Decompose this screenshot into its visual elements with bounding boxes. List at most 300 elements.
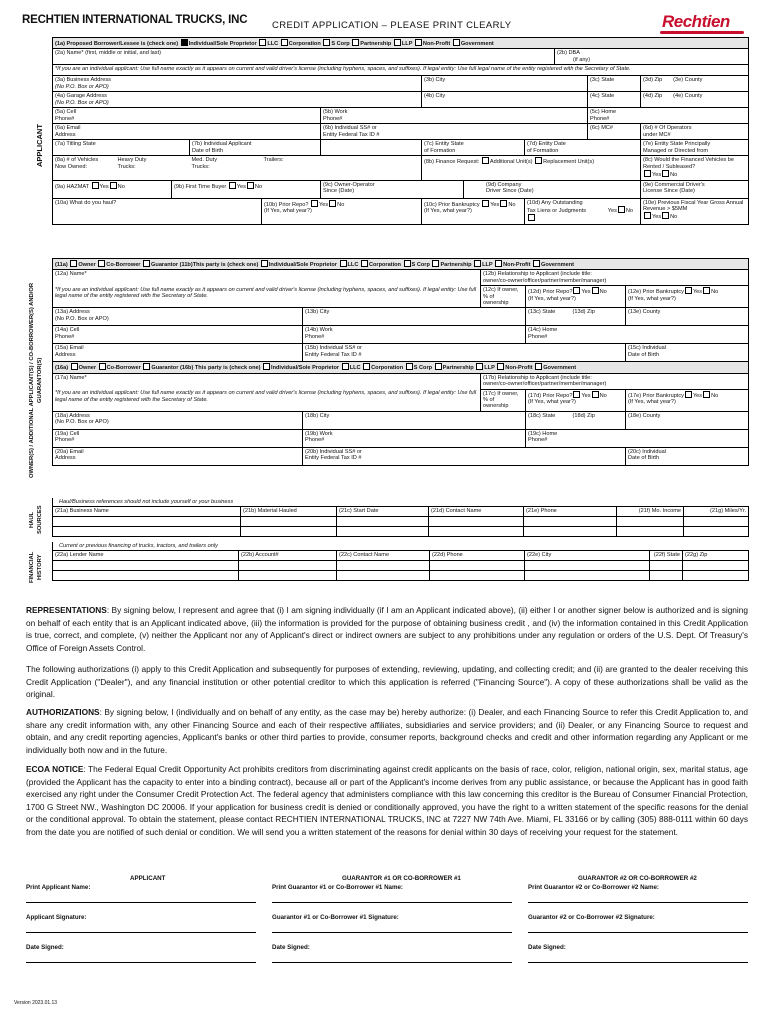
- fin-cell[interactable]: [53, 570, 239, 580]
- check-rented-yes[interactable]: [644, 170, 651, 177]
- work-phone-field[interactable]: [321, 108, 588, 124]
- ecoa-text: : The Federal Equal Credit Opportunity Act prohibits creditors from discriminating against credit applicants on the basis of race, color, religion, national origin, sex, marital status, age (provided the Applicant has the capacity to enter into a binding contract), because all or part of the Applicant's income derives from any public assistance, or because the Applicant has in good faith exercised any right under the Consumer Credit Protection Act. The federal agency that administers compliance with this law concerning this creditor is the Bureau of Consumer Financial Protection, 1700 G Street NW., Washington DC 20006. If your application for business credit is denied or conditionally approved, you have the right to a written statement of the specific reasons for the denial or the conditional approval. To obtain the statement, please contact RECHTIEN INTERNATIONAL TRUCKS, INC at 7227 NW 74th Ave. Miami, FL 33166 or by calling (305) 888-0111 within 60 days from the date you are notified of such denial or condition. We will send you a written statement of the reasons for denial within 30 days of receiving your request for the statement.: [26, 764, 749, 837]
- email-sub: Address: [55, 131, 76, 138]
- haul-cell[interactable]: [53, 516, 241, 526]
- p1-dob-sub: Date of Birth: [628, 351, 660, 358]
- operators-field[interactable]: [641, 124, 749, 140]
- fin-col-city: (22e) City: [525, 551, 650, 560]
- opt-coborrower: Co-Borrower: [106, 262, 141, 268]
- fin-cell[interactable]: [337, 560, 430, 570]
- page-title: CREDIT APPLICATION – PLEASE PRINT CLEARLY: [272, 20, 512, 31]
- check-government[interactable]: [453, 39, 460, 46]
- business-city-label: (3b) City: [424, 77, 446, 84]
- representations-text: : By signing below, I represent and agree that (i) I am signing individually (if I am an Applicant indicated above), (ii) either I or another signer below is authorized and is signing on behalf of each entity that is an Applicant indicated above, (iii) the information is provided for the purpose of obtaining business credit , and (iv) the information contained in this Credit Application is true, correct, and complete, (v) neither the Applicant nor any of Applicant's direct or indirect owners are subject to any prohibitions under any regulation or orders of the U.S. Dept. Of Treasury's Office of Foreign Assets Control.: [26, 605, 748, 653]
- titling-state-label: (7a) Titling State: [55, 141, 96, 148]
- dba-field[interactable]: [555, 49, 749, 65]
- applicant-type-label: (1a) Proposed Borrower/Lessee is (check one): [55, 41, 179, 47]
- name-field[interactable]: [53, 49, 555, 65]
- entity-date-field[interactable]: [525, 140, 641, 156]
- haul-cell[interactable]: [241, 516, 337, 526]
- check-p1-corp[interactable]: [361, 260, 368, 267]
- check-p1-scorp[interactable]: [404, 260, 411, 267]
- applicant-name-note: *If you are an individual applicant: Use full name exactly as it appears on current and valid driver's license (including hyphens, spaces, and suffixes). If legal entity: Use full legal name of the entity registered with the Secretary of State.: [53, 65, 749, 76]
- haul-cell[interactable]: [684, 516, 749, 526]
- p1-email-field[interactable]: [53, 344, 303, 362]
- owner-operator-sub: Since (Date): [323, 188, 355, 195]
- haul-side-label: HAUL SOURCES: [29, 505, 43, 535]
- haul-col-business: (21a) Business Name: [53, 507, 241, 516]
- haul-cell[interactable]: [617, 516, 684, 526]
- haul-cell[interactable]: [337, 516, 429, 526]
- opt-llp: LLP: [482, 262, 493, 268]
- p1-rel-label: (12b) Relationship to Applicant (include title:: [483, 271, 592, 278]
- check-partnership[interactable]: [352, 39, 359, 46]
- r11b-label: (11b)This party is (check one): [179, 262, 259, 268]
- check-p2-repo-no[interactable]: [592, 391, 599, 398]
- med-label: Med. Duty: [191, 157, 217, 164]
- cdl-field[interactable]: [641, 180, 749, 198]
- representations-paragraph: [26, 604, 748, 654]
- print-guarantor1-line[interactable]: [272, 902, 512, 903]
- prior-repo-field: [262, 198, 422, 224]
- p1-cell-field[interactable]: [53, 326, 303, 344]
- p1-name-field[interactable]: [53, 270, 481, 286]
- entity-state-field[interactable]: [422, 140, 525, 156]
- haul-cell[interactable]: [429, 516, 524, 526]
- vehicles-label: (8a) # of Vehicles: [55, 157, 99, 164]
- p1-home-sub: Phone#: [528, 333, 548, 340]
- p1-relationship-field[interactable]: [481, 270, 749, 286]
- entity-managed-field[interactable]: [641, 140, 749, 156]
- dob-field[interactable]: [190, 140, 321, 156]
- p1-address-label: (13a) Address: [55, 309, 90, 316]
- applicant-date-line[interactable]: [26, 962, 256, 963]
- check-p2-llc[interactable]: [342, 363, 349, 370]
- vehicles-owned-field[interactable]: [53, 156, 116, 180]
- fin-col-contact: (22c) Contact Name: [337, 551, 430, 560]
- opt-non-profit: Non-Profit: [503, 262, 531, 268]
- p2-cell-sub: Phone#: [55, 437, 75, 444]
- check-p2-llp[interactable]: [476, 363, 483, 370]
- check-p2-corp[interactable]: [363, 363, 370, 370]
- check-llc[interactable]: [259, 39, 266, 46]
- dob-label: (7b) Individual Applicant: [192, 141, 252, 148]
- first-time-label: (9b) First Time Buyer: [174, 183, 227, 190]
- business-address-sub: (No P.O. Box or APO): [55, 83, 109, 90]
- check-non-profit[interactable]: [415, 39, 422, 46]
- garage-city-field[interactable]: [422, 92, 588, 108]
- entity-state-sub: of Formation: [424, 147, 456, 154]
- yes-label: Yes: [692, 392, 703, 399]
- business-state-label: (3c) State: [590, 77, 615, 84]
- check-replacement[interactable]: [535, 157, 542, 164]
- fin-col-lender: (22a) Lender Name: [53, 551, 239, 560]
- ssn-sub: Entity Federal Tax ID #: [323, 131, 380, 138]
- p1-city-label: (13b) City: [305, 309, 330, 316]
- garage-city-label: (4b) City: [424, 93, 446, 100]
- guarantor1-date-label: Date Signed:: [272, 944, 310, 951]
- guarantor1-signature-line[interactable]: [272, 932, 512, 933]
- business-address-field[interactable]: [53, 76, 422, 92]
- business-city-field[interactable]: [422, 76, 588, 92]
- p1-bk-sub: (If Yes, what year?): [628, 295, 676, 302]
- p2-home-field[interactable]: [526, 429, 749, 447]
- opt-guarantor: Guarantor: [151, 365, 179, 372]
- no-label: No: [508, 201, 516, 208]
- party2-type-row: [53, 362, 749, 373]
- check-liens-no[interactable]: [528, 214, 535, 221]
- haul-cell[interactable]: [337, 526, 429, 536]
- p1-address-sub: (No P.O. Box or APO): [55, 315, 109, 322]
- check-p1-llp[interactable]: [474, 260, 481, 267]
- check-p2-nonprofit[interactable]: [497, 363, 504, 370]
- p2-cell-label: (19a) Cell: [55, 430, 80, 437]
- check-p2-bk-no[interactable]: [703, 391, 710, 398]
- p2-email-field[interactable]: [53, 447, 303, 465]
- opt-partnership: Partnership: [440, 262, 472, 268]
- no-label: No: [711, 289, 719, 296]
- guarantor1-date-line[interactable]: [272, 962, 512, 963]
- p1-work-sub: Phone#: [305, 333, 325, 340]
- opt-coborrower: Co-Borrower: [106, 365, 141, 372]
- opt-partnership: Partnership: [442, 365, 474, 372]
- check-rented-no[interactable]: [662, 170, 669, 177]
- ecoa-paragraph: [26, 763, 748, 839]
- applicant-signature-label: Applicant Signature:: [26, 914, 87, 921]
- p1-cell-sub: Phone#: [55, 333, 75, 340]
- p1-state-label: (13c) State: [528, 309, 556, 316]
- fin-col-account: (22b) Account#: [239, 551, 337, 560]
- print-applicant-line[interactable]: [26, 902, 256, 903]
- p2-home-label: (19c) Home: [528, 430, 558, 437]
- check-p1-bk-no[interactable]: [703, 287, 710, 294]
- p2-rel-label: (17b) Relationship to Applicant (include title:: [483, 374, 592, 381]
- p1-name-note: *If you are an individual applicant: Use full name exactly as it appears on current and valid driver's license (including hyphens, spaces, and suffixes). If legal entity: Use full legal name of the entity registered with the Secretary of State.: [53, 286, 481, 308]
- p2-dob-field[interactable]: [626, 447, 749, 465]
- no-label: No: [337, 201, 345, 208]
- haul-col-material: (21b) Material Hauled: [241, 507, 337, 516]
- home-sub: Phone#: [590, 115, 610, 122]
- rented-label: (8c) Would the Financed Vehicles be Rented / Subleased?: [643, 157, 735, 170]
- p1-cell-label: (14a) Cell: [55, 327, 80, 334]
- company-driver-field[interactable]: [464, 180, 641, 198]
- check-p1-guarantor[interactable]: [143, 260, 150, 267]
- p1-rel-sub: owner/co-owner/officer/partner/member/manager): [483, 277, 607, 284]
- opt-owner: Owner: [78, 365, 97, 372]
- p1-ssn-sub: Entity Federal Tax ID #: [305, 351, 362, 358]
- p1-work-field[interactable]: [303, 326, 526, 344]
- med-sub: Trucks:: [191, 163, 210, 170]
- haul-cell[interactable]: [524, 526, 617, 536]
- fin-cell[interactable]: [337, 570, 430, 580]
- prior-repo-label: (10b) Prior Repo?: [264, 201, 309, 208]
- applicant-type-row: [53, 38, 749, 49]
- email-label: (6a) Email: [55, 125, 81, 132]
- p2-state-zip[interactable]: [526, 411, 626, 429]
- fin-cell[interactable]: [525, 570, 650, 580]
- yes-label: Yes: [692, 289, 703, 296]
- email-field[interactable]: [53, 124, 321, 140]
- guarantor1-signature-label: Guarantor #1 or Co-Borrower #1 Signature:: [272, 914, 399, 921]
- owners-side-label: OWNER(S) / ADDITIONAL APPLICANT(S) / CO-BORROWER(S) AND/OR GUARANTOR(S): [29, 282, 43, 478]
- logo-swoosh: [660, 31, 744, 34]
- opt-guarantor: Guarantor: [151, 262, 179, 268]
- check-p1-coborrower[interactable]: [98, 260, 105, 267]
- p1-address-field[interactable]: [53, 308, 303, 326]
- p2-rel-sub: owner/co-owner/officer/partner/member/manager): [483, 381, 607, 388]
- fin-col-state: (22f) State: [650, 551, 683, 560]
- check-additional[interactable]: [482, 157, 489, 164]
- titling-state-field[interactable]: [53, 140, 190, 156]
- haul-cell[interactable]: [617, 526, 684, 536]
- applicant-date-label: Date Signed:: [26, 944, 64, 951]
- ssn-label: (6b) Individual SS# or: [323, 125, 377, 132]
- authorizations-heading: AUTHORIZATIONS: [26, 707, 100, 717]
- entity-date-label: (7d) Entity Date: [527, 141, 566, 148]
- first-time-buyer-field: [172, 180, 321, 198]
- p2-address-label: (18a) Address: [55, 412, 90, 419]
- owner-operator-label: (9c) Owner-Operator: [323, 181, 375, 188]
- check-ftb-no[interactable]: [247, 182, 254, 189]
- p1-work-label: (14b) Work: [305, 327, 333, 334]
- applicant-side-label: APPLICANT: [35, 124, 44, 168]
- check-p1-gov[interactable]: [533, 260, 540, 267]
- haul-col-phone: (21e) Phone: [524, 507, 617, 516]
- p2-relationship-field[interactable]: [481, 373, 749, 389]
- check-rev-no[interactable]: [662, 212, 669, 219]
- p2-ssn-field[interactable]: [303, 447, 626, 465]
- authorizations-paragraph: [26, 706, 748, 756]
- haul-cell[interactable]: [53, 526, 241, 536]
- garage-address-sub: (No P.O. Box or APO): [55, 99, 109, 106]
- check-p2-guarantor[interactable]: [143, 363, 150, 370]
- p1-own-label: (12c) If owner, % of: [483, 287, 519, 300]
- check-corporation[interactable]: [281, 39, 288, 46]
- haul-note: Haul/Business references should not include yourself or your business: [53, 498, 749, 507]
- opt-llc: LLC: [349, 365, 361, 372]
- p1-ssn-field[interactable]: [303, 344, 626, 362]
- opt-replacement: Replacement Unit(s): [543, 159, 595, 166]
- opt-llp: LLP: [401, 41, 413, 47]
- check-bk-yes[interactable]: [482, 200, 489, 207]
- check-p1-bk-yes[interactable]: [685, 287, 692, 294]
- check-p1-individual[interactable]: [261, 260, 268, 267]
- fin-cell[interactable]: [430, 560, 525, 570]
- business-county-label: (3e) County: [673, 77, 703, 84]
- authorizations-text: : By signing below, I (individually and on behalf of any entity, as the case may be) hereby authorize: (i) Dealer, and each Financing Source to refer this Credit Application to, and share any credit information with, any other Financing Source and each of their respective affiliates, subsidiaries and service providers; and (ii) Dealer, or any Financing Source to request and obtain, and any credit reporting agencies, Applicant's banks or other third parties to provide, consumer reports, background checks and credit and other information regarding any Applicant or me individually both now and in the future.: [26, 707, 748, 755]
- operators-label: (6d) # Of Operators: [643, 125, 692, 132]
- cell-sub: Phone#: [55, 115, 75, 122]
- p1-name-label: (12a) Name*: [55, 271, 87, 278]
- fin-cell[interactable]: [525, 560, 650, 570]
- p2-ownership-field[interactable]: [481, 389, 526, 411]
- entity-state-label: (7c) Entity State: [424, 141, 464, 148]
- trailers-label: Trailers:: [263, 157, 284, 164]
- yes-label: Yes: [236, 183, 246, 190]
- opt-additional: Additional Unit(s): [489, 159, 533, 166]
- p1-ownership-field[interactable]: [481, 286, 526, 308]
- financial-note: Current or previous financing of trucks, tractors, and trailers only: [53, 542, 749, 551]
- p1-home-field[interactable]: [526, 326, 749, 344]
- applicant-heading: APPLICANT: [130, 875, 166, 882]
- garage-county-label: (4e) County: [673, 93, 703, 100]
- fin-cell[interactable]: [683, 570, 749, 580]
- p2-county-field[interactable]: [626, 411, 749, 429]
- garage-zip-label: (4d) Zip: [643, 93, 663, 100]
- trailers-field[interactable]: [262, 156, 422, 180]
- business-zip-label: (3d) Zip: [643, 77, 663, 84]
- guarantor2-date-line[interactable]: [528, 962, 748, 963]
- p1-email-sub: Address: [55, 351, 76, 358]
- haul-col-start: (21c) Start Date: [337, 507, 429, 516]
- company-logo: Rechtien: [662, 12, 730, 31]
- check-p2-owner[interactable]: [71, 363, 78, 370]
- no-label: No: [711, 392, 719, 399]
- fin-cell[interactable]: [53, 560, 239, 570]
- p1-state-zip[interactable]: [526, 308, 626, 326]
- p2-repo-sub: (If Yes, what year?): [528, 399, 576, 406]
- p2-cell-field[interactable]: [53, 429, 303, 447]
- check-p1-repo-yes[interactable]: [573, 287, 580, 294]
- check-p2-individual[interactable]: [263, 363, 270, 370]
- no-label: No: [599, 289, 607, 296]
- fin-cell[interactable]: [650, 570, 683, 580]
- entity-date-sub: of Formation: [527, 147, 559, 154]
- p2-email-sub: Address: [55, 455, 76, 462]
- fin-cell[interactable]: [650, 560, 683, 570]
- p2-name-note: *If you are an individual applicant: Use full name exactly as it appears on current and valid driver's license (including hyphens, spaces, and suffixes). If legal entity: Use full legal name of the entity registered with the Secretary of State.: [53, 389, 481, 411]
- check-repo-no[interactable]: [329, 200, 336, 207]
- check-p2-gov[interactable]: [535, 363, 542, 370]
- r16b-label: (16b) This party is (check one): [179, 365, 261, 372]
- guarantor1-heading: GUARANTOR #1 OR CO-BORROWER #1: [342, 875, 461, 882]
- ecoa-heading: ECOA NOTICE: [26, 764, 84, 774]
- check-p2-coborrower[interactable]: [99, 363, 106, 370]
- haul-col-miles: (21g) Miles/Yr.: [684, 507, 749, 516]
- business-state-field[interactable]: [588, 76, 641, 92]
- check-repo-yes[interactable]: [311, 200, 318, 207]
- check-p2-partnership[interactable]: [435, 363, 442, 370]
- fin-cell[interactable]: [683, 560, 749, 570]
- r16a-label: (16a): [55, 365, 69, 372]
- p2-address-field[interactable]: [53, 411, 303, 429]
- entity-managed-sub: Managed or Directed from: [643, 147, 708, 154]
- finance-request-label: (8b) Finance Request:: [424, 159, 480, 166]
- p1-repo-field: [526, 286, 626, 308]
- fin-cell[interactable]: [239, 570, 337, 580]
- p1-dob-field[interactable]: [626, 344, 749, 362]
- p2-city-field[interactable]: [303, 411, 526, 429]
- p2-email-label: (20a) Email: [55, 448, 84, 455]
- cell-phone-field[interactable]: [53, 108, 321, 124]
- garage-address-field[interactable]: [53, 92, 422, 108]
- cdl-sub: License Since (Date): [643, 188, 695, 195]
- p1-bankruptcy-field: [626, 286, 749, 308]
- p1-county-label: (13e) County: [628, 309, 661, 316]
- check-p1-llc[interactable]: [340, 260, 347, 267]
- prior-repo-sub: (If Yes, what year?): [264, 208, 312, 215]
- haul-field[interactable]: [53, 198, 262, 224]
- check-p1-repo-no[interactable]: [592, 287, 599, 294]
- check-p1-partnership[interactable]: [432, 260, 439, 267]
- opt-s-corp: S Corp: [413, 365, 433, 372]
- print-guarantor1-label: Print Guarantor #1 or Co-Borrower #1 Name:: [272, 884, 403, 891]
- owner-operator-field[interactable]: [321, 180, 464, 198]
- check-individual[interactable]: [181, 39, 188, 46]
- opt-llc: LLC: [347, 262, 359, 268]
- p2-state-label: (18c) State: [528, 412, 556, 419]
- owners-table: [52, 258, 749, 466]
- check-hazmat-no[interactable]: [110, 182, 117, 189]
- check-rev-yes[interactable]: [644, 212, 651, 219]
- opt-owner: Owner: [78, 262, 96, 268]
- check-p2-repo-yes[interactable]: [573, 391, 580, 398]
- check-liens-yes[interactable]: [618, 206, 625, 213]
- home-phone-field[interactable]: [588, 108, 749, 124]
- opt-individual: Individual/Sole Proprietor: [271, 365, 340, 372]
- haul-cell[interactable]: [241, 526, 337, 536]
- guarantor2-signature-line[interactable]: [528, 932, 748, 933]
- haul-cell[interactable]: [684, 526, 749, 536]
- tax-liens-sub: Tax Liens or Judgments: [527, 208, 587, 215]
- cdl-label: (9e) Commercial Driver's: [643, 181, 705, 188]
- check-llp[interactable]: [394, 39, 401, 46]
- blank-7[interactable]: [321, 140, 422, 156]
- heavy-duty-field[interactable]: [116, 156, 190, 180]
- work-label: (5b) Work: [323, 109, 348, 116]
- p2-bankruptcy-field: [626, 389, 749, 411]
- haul-cell[interactable]: [524, 516, 617, 526]
- haul-cell[interactable]: [429, 526, 524, 536]
- check-p1-owner[interactable]: [70, 260, 77, 267]
- check-p2-bk-yes[interactable]: [685, 391, 692, 398]
- representations-heading: REPRESENTATIONS: [26, 605, 107, 615]
- ssn-field[interactable]: [321, 124, 588, 140]
- business-zip-county[interactable]: [641, 76, 749, 92]
- opt-government: Government: [541, 262, 574, 268]
- tax-liens-field: [525, 198, 641, 224]
- haul-table: [52, 498, 749, 537]
- fin-cell[interactable]: [430, 570, 525, 580]
- check-hazmat-yes[interactable]: [92, 182, 99, 189]
- company-driver-sub: Driver Since (Date): [486, 188, 534, 195]
- check-bk-no[interactable]: [500, 200, 507, 207]
- p2-name-field[interactable]: [53, 373, 481, 389]
- mc-field[interactable]: [588, 124, 641, 140]
- p1-city-field[interactable]: [303, 308, 526, 326]
- print-guarantor2-line[interactable]: [528, 902, 748, 903]
- opt-individual: Individual/Sole Proprietor: [268, 262, 337, 268]
- p2-work-sub: Phone#: [305, 437, 325, 444]
- check-ftb-yes[interactable]: [229, 182, 236, 189]
- check-p1-nonprofit[interactable]: [495, 260, 502, 267]
- garage-zip-county[interactable]: [641, 92, 749, 108]
- no-label: No: [625, 208, 634, 215]
- p2-work-field[interactable]: [303, 429, 526, 447]
- garage-state-label: (4c) State: [590, 93, 615, 100]
- no-label: No: [670, 172, 678, 179]
- home-label: (5c) Home: [590, 109, 617, 116]
- no-label: No: [670, 214, 678, 221]
- check-p2-scorp[interactable]: [406, 363, 413, 370]
- check-s-corp[interactable]: [323, 39, 330, 46]
- name-label: (2a) Name* (first, middle or initial, and last): [55, 50, 162, 57]
- applicant-signature-line[interactable]: [26, 932, 256, 933]
- fin-cell[interactable]: [239, 560, 337, 570]
- garage-state-field[interactable]: [588, 92, 641, 108]
- med-duty-field[interactable]: [190, 156, 262, 180]
- p1-county-field[interactable]: [626, 308, 749, 326]
